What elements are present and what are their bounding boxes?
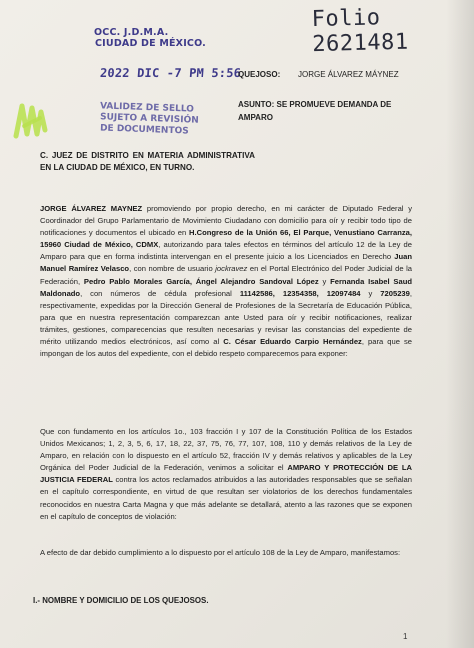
highlighter-scribble [10,100,60,142]
quejoso-value: JORGE ÁLVAREZ MÁYNEZ [298,70,399,79]
page-number: 1 [403,632,408,641]
stamp-validity-line: SUJETO A REVISIÓN [99,112,199,126]
stamp-office: OCC. J.D.M.A. [94,27,169,38]
addressee: C. JUEZ DE DISTRITO EN MATERIA ADMINISTRATIVA EN LA CIUDAD DE MÉXICO, EN TURNO. [40,151,255,172]
intro-paragraph: JORGE ÁLVAREZ MAYNEZ promoviendo por propio derecho, en mi carácter de Diputado Federal y Coordinador del Grupo Parlamentario de Movimiento Ciudadano con domicilio para oír y recibir todo tipo de notificaciones y documentos el ubicado en H.Congreso de la Unión 66, El Parque, Venustiano Carranza, 15960 Ciudad de México, CDMX, autorizando para tales efectos en términos del artículo 12 de la Ley de Amparo para que en forma indistinta intervengan en el presente juicio a los Licenciados en Derecho Juan Manuel Ramírez Velasco, con nombre de usuario jockravez en el Portal Electrónico del Poder Judicial de la Federación, Pedro Pablo Morales García, Ángel Alejandro Sandoval López y Fernanda Isabel Saud Maldonado, con números de cédula profesional 11142586, 12354358, 12097484 y 7205239, respectivamente, expedidas por la Dirección General de Profesiones de la Secretaría de Educación Pública, para que en nuestra representación comparezcan ante Usted para oír y recibir notificaciones, realizar trámites, gestiones, comparecencias que resulten necesarias y revisar las constancias del expediente de mérito utilizando medios electrónicos, así como al C. César Eduardo Carpio Hernández, para que se impongan de los autos del expediente, con el debido respeto comparecemos para exponer: [40,204,413,359]
stamp-validity-line: VALIDEZ DE SELLO [99,101,195,115]
folio-handwritten: Folio 2621481 [311,5,409,58]
legal-basis-paragraph: Que con fundamento en los artículos 1o., 103 fracción I y 107 de la Constitución Política de los Estados Unidos Mexicanos; 1, 2, 3, 5, 6, 17, 18, 22, 37, 75, 76, 77, 107, 108, 110 y demás relativos de la Ley de Amparo, en relación con lo dispuesto en el artículo 52, fracción IV y demás relativos y aplicables de la Ley Orgánica del Poder Judicial de la Federación, venimos a solicitar el AMPARO Y PROTECCIÓN DE LA JUSTICIA FEDERAL contra los actos reclamados atribuidos a las autoridades responsables que se señalan en el capítulo correspondiente, en virtud de que resultan ser violatorios de los derechos fundamentales reconocidos en nuestra Carta Magna y que más adelante se detallará, atento a las razones que se exponen en el capítulo de conceptos de violación: [40,427,413,521]
stamp-date-time: 2022 DIC -7 PM 5:56 [99,66,242,80]
compliance-paragraph: A efecto de dar debido cumplimiento a lo dispuesto por el artículo 108 de la Ley de Amparo, manifestamos: [40,548,401,557]
stamp-validity-line: DE DOCUMENTOS [99,123,189,137]
quejoso-label: QUEJOSO: [238,70,281,79]
stamp-city: CIUDAD DE MÉXICO. [95,38,206,49]
page-shadow [446,0,474,648]
asunto-line: ASUNTO: SE PROMUEVE DEMANDA DE AMPARO [238,100,392,122]
section-heading: I.- NOMBRE Y DOMICILIO DE LOS QUEJOSOS. [33,596,209,605]
